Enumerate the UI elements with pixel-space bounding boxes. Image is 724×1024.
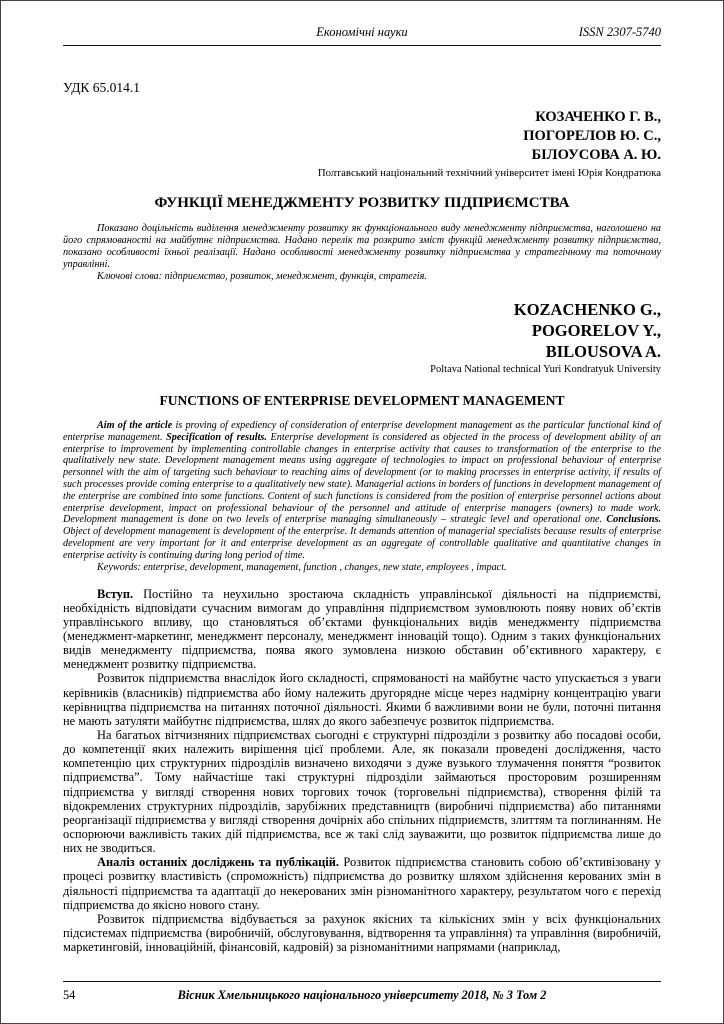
- paragraph-text: Розвиток підприємства відбувається за рахунок якісних та кількісних змін у всіх функціональних підсистемах підприємства (виробничій, обслуговування, відтворення та управління) та управління (виробничій, маркетинговій, інноваційній, фінансовій, кадровій) за різноманітними напрямами (наприклад,: [63, 911, 661, 955]
- keywords-ua-label: Ключові слова:: [97, 270, 163, 282]
- paragraph-text: На багатьох вітчизняних підприємствах сьогодні є структурні підрозділи з розвитку або посадові особи, до компетенції яких належить вирішення цієї проблеми. Але, як показали проведені дослідження, часто компетенцію цих структурних підрозділів визначено виходячи з дуже вузького тлумачення поняття “розвиток підприємства”. Тому найчастіше такі структурні підрозділи займаються просторовим розширенням підприємства у вигляді створення нових торгових точок (торговельні підприємства), створення філій та відокремлених структурних підрозділів, зарубіжних представництв (виробничі підприємства) або питаннями реорганізації підприємства у вигляді створення дочірніх або спільних підприємств, злиттям та поглинанням. Не оспорюючи важливість таких дій підприємства, все ж такі слід зауважити, що розвиток підприємства лише до них не зводиться.: [63, 728, 661, 856]
- page-footer: [63, 981, 661, 1003]
- section-heading-analysis: Аналіз останніх досліджень та публікацій.: [97, 855, 339, 870]
- paragraph-text: Розвиток підприємства внаслідок його складності, спрямованості на майбутнє часто упускається з уваги керівників (власників) підприємства або йому належить другорядне місце через надмірну концентрацію уваги керівництва підприємства на питаннях поточної діяльності. Якими б важливими вони не були, поточні питання не мають затуляти майбутнє підприємства, шлях до якого забезпечує розвиток підприємства.: [63, 671, 661, 728]
- abstract-en-block: [63, 420, 661, 574]
- running-header: [63, 25, 661, 40]
- issn-number: ISSN 2307-5740: [578, 25, 661, 39]
- body-paragraph: [63, 587, 661, 672]
- body-paragraph: [63, 728, 661, 855]
- article-body: [63, 587, 661, 955]
- body-paragraph: [63, 855, 661, 912]
- author-name-ua: КОЗАЧЕНКО Г. В.,: [535, 109, 661, 125]
- footer-journal-line: Вісник Хмельницького національного університету 2018, № 3 Том 2: [177, 988, 547, 1002]
- section-heading-intro: Вступ.: [97, 586, 134, 601]
- author-name-en: POGORELOV Y.,: [531, 320, 661, 340]
- abstract-ua-block: [63, 223, 661, 282]
- abstract-en-heading-aim: Aim of the article: [97, 419, 173, 431]
- keywords-ua: [63, 271, 661, 283]
- keywords-ua-text: підприємство, розвиток, менеджмент, функція, стратегія.: [162, 270, 427, 282]
- paragraph-text: Розвиток підприємства становить собою об’єктивізовану у процесі розвитку властивість (спроможність) підприємства до розвитку шляхом здійснення керованих змін в діяльності підприємства та адаптації до некерованих змін різноманітного характеру, результатом чого є перехід підприємства до якісно нового стану.: [63, 855, 661, 912]
- abstract-en-text: [63, 420, 661, 562]
- header-rule: [63, 45, 661, 46]
- abstract-en-heading-results: Specification of results.: [166, 431, 267, 443]
- authors-ua-block: [63, 108, 661, 165]
- authors-en-block: [63, 299, 661, 362]
- author-name-ua: БІЛОУСОВА А. Ю.: [531, 147, 661, 164]
- author-name-en: KOZACHENKO G.,: [513, 299, 661, 319]
- body-paragraph: [63, 671, 661, 728]
- page-number: 54: [63, 988, 76, 1002]
- abstract-en-segment: Enterprise development is considered as objected in the process of development ability of an enterprise to improvement by implementing controllable changes in enterprise activity that causes to transformation of the enterprise to the qualitatively new state. Development management means using aggregate of technologies to impact on professional behaviour of enterprise personnel with the aim of targeting such behaviour to reaching aims of development (or to making processes in enterprise activity, if results of such processes provide coming enterprise to a qualitatively new state). Managerial actions in borders of functions in development management of the enterprise are combined into some functions. Content of such functions is considered from the position of enterprise personnel actions about enterprise development, impact on professional behaviour of the personnel and attitude of enterprise managers (owners) to made work. Development management is done on two levels of enterprise managing simultaneously – strategic level and operational one.: [63, 431, 661, 526]
- paragraph-text: Постійно та неухильно зростаюча складність управлінської діяльності на підприємстві, необхідність відповідати сучасним вимогам до управління підприємством зумовлюють появу нових об’єктів управлінського впливу, що становляться об’єктами функціональних видів менеджменту підприємства (менеджмент-маркетинг, менеджмент персоналу, менеджмент інновацій тощо). Одним з таких функціональних видів менеджменту підприємства, поява якого зумовлена низкою обставин об’єктивного характеру, є менеджмент розвитку підприємства.: [63, 586, 661, 672]
- author-name-ua: ПОГОРЕЛОВ Ю. С.,: [523, 128, 661, 145]
- keywords-en: [63, 562, 661, 574]
- author-name-en: BILOUSOVA A.: [545, 341, 661, 361]
- journal-section-title: Економічні науки: [316, 25, 408, 39]
- abstract-en-heading-conclusions: Conclusions.: [606, 514, 661, 526]
- article-title-ua: ФУНКЦІЇ МЕНЕДЖМЕНТУ РОЗВИТКУ ПІДПРИЄМСТВА: [154, 195, 570, 212]
- page-content: [1, 1, 723, 954]
- abstract-en-segment: is proving of expediency of consideration of enterprise development management as the particular functional kind of enterprise management.: [63, 419, 661, 443]
- keywords-en-label: Keywords:: [97, 561, 141, 573]
- article-title-en: FUNCTIONS OF ENTERPRISE DEVELOPMENT MANAGEMENT: [159, 392, 565, 408]
- affiliation-ua: Полтавський національний технічний університет імені Юрія Кондратюка: [317, 167, 661, 180]
- abstract-en-segment: Object of development management is development of the enterprise. It demands attention of managerial specialists because results of enterprise development are very important for it and enterprise development as an aggregate of controllable qualitative and quantitative changes in enterprise activity is continuing during long period of time.: [63, 526, 661, 561]
- udc-code: УДК 65.014.1: [63, 80, 141, 95]
- affiliation-en: Poltava National technical Yuri Kondratyuk University: [430, 363, 661, 375]
- abstract-ua-text: Показано доцільність виділення менеджменту розвитку як функціонального виду менеджменту підприємства, наголошено на його спрямованості на майбутнє підприємства. Надано перелік та розкрито зміст функцій менеджменту розвитку підприємства, показано особливості їхньої реалізації. Надано особливості менеджменту розвитку підприємства у стратегічному та поточному управлінні.: [63, 223, 661, 270]
- keywords-en-text: enterprise, development, management, function , changes, new state, employees , impact.: [140, 561, 507, 573]
- body-paragraph: [63, 912, 661, 954]
